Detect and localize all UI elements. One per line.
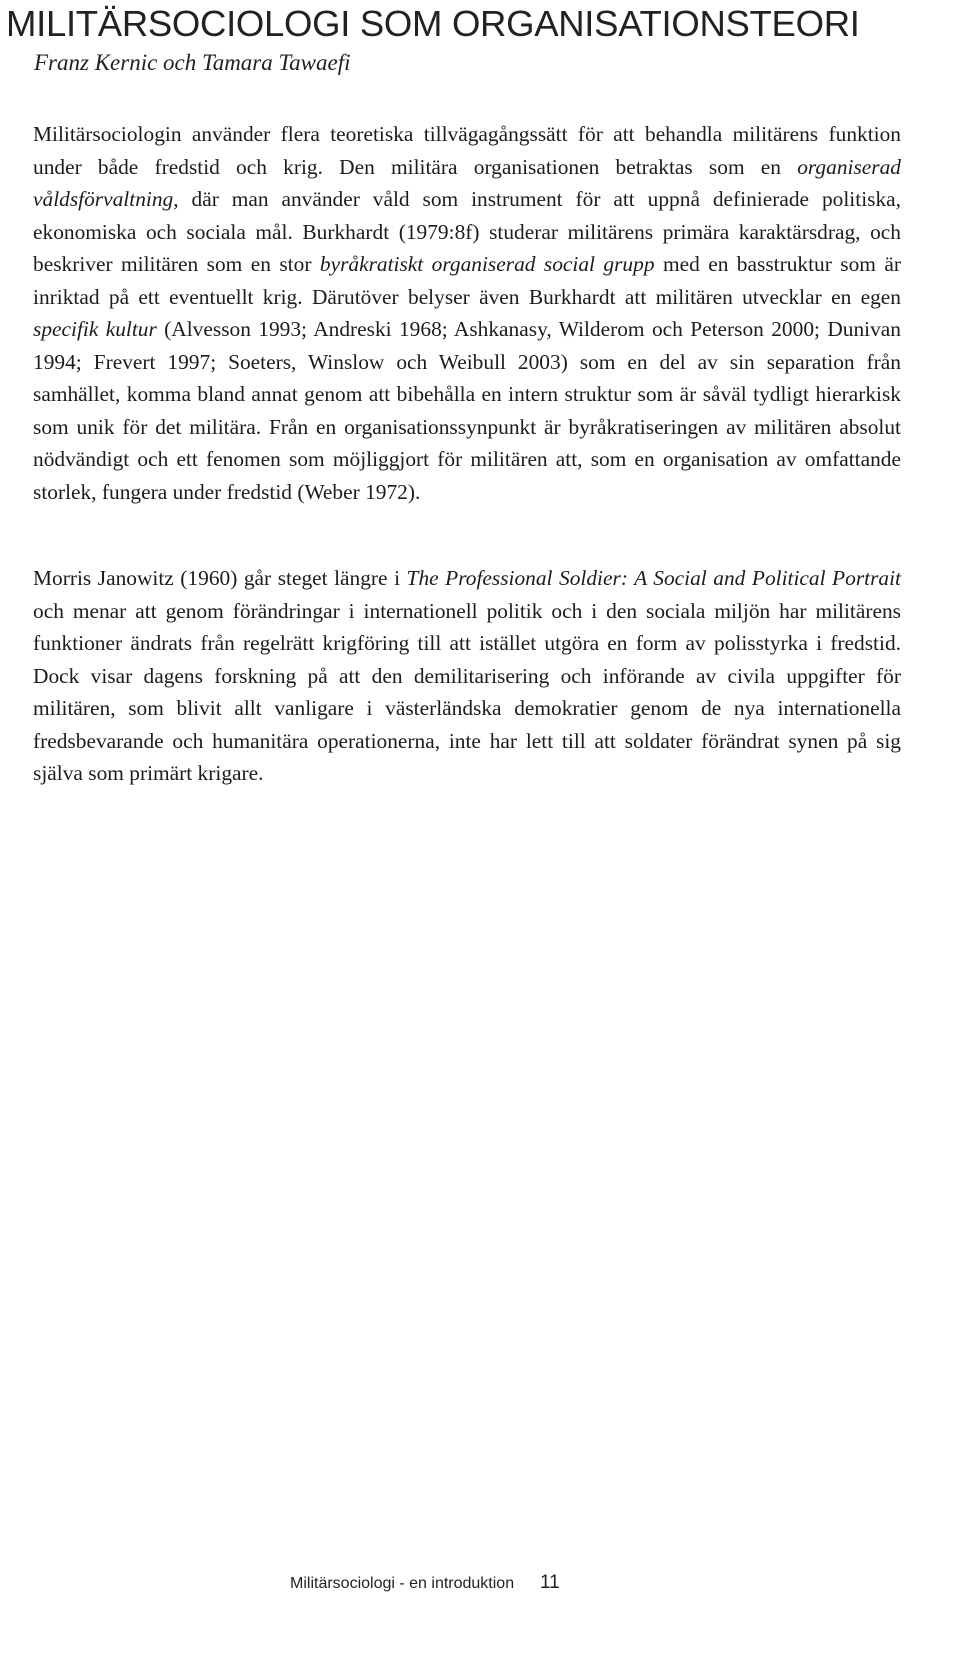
paragraph-1-text-a: Militärsociologin använder flera teoretiska tillvägagångssätt för att behandla militärens funktion under både fredstid och krig. Den militära organisationen betraktas som en [33, 122, 901, 179]
paragraph-1-emphasis-a: organiserad våldsförvaltning [33, 154, 901, 211]
paragraph-1-text-d: (Alvesson 1993; Andreski 1968; Ashkanasy, Wilderom och Peterson 2000; Dunivan 1994; Frevert 1997; Soeters, Winslow och Weibull 2003) som en del av sin separation från samhället, komma bland annat genom att bibehålla en intern struktur som är såväl tydligt hierarkisk som unik för det militära. Från en organisationssynpunkt är byråkratiseringen av militären absolut nödvändigt och ett fenomen som möjliggjort för militären att, som en organisation av omfattande storlek, fungera under fredstid (Weber 1972). [33, 317, 901, 504]
page-number: 11 [540, 1572, 560, 1593]
paragraph-1-emphasis-b: byråkratiskt organiserad social grupp [319, 252, 655, 276]
paragraph-1-text-c: med en basstruktur som är inriktad på ett eventuellt krig. Därutöver belyser även Burkhardt att militären utvecklar en egen [33, 252, 901, 309]
page-footer [290, 1571, 590, 1597]
body-paragraph-2 [33, 562, 901, 790]
paragraph-2-text-a: Morris Janowitz (1960) går steget längre i [33, 566, 407, 590]
body-paragraph-1 [33, 118, 901, 508]
footer-book-title: Militärsociologi - en introduktion [290, 1575, 515, 1592]
paragraph-2-text-b: och menar att genom förändringar i internationell politik och i den sociala miljön har militärens funktioner ändrats från regelrätt krigföring till att istället utgöra en form av polisstyrka i fredstid. Dock visar dagens forskning på att den demilitarisering och införande av civila uppgifter för militären, som blivit allt vanligare i västerländska demokratier genom de nya internationella fredsbevarande och humanitära operationerna, inte har lett till att soldater förändrat synen på sig själva som primärt krigare. [33, 598, 901, 785]
chapter-title: MILITÄRSOCIOLOGI SOM ORGANISATIONSTEORI [6, 3, 860, 44]
paragraph-1-emphasis-c: specifik kultur [33, 317, 157, 341]
paragraph-2-book-title: The Professional Soldier: A Social and Political Portrait [406, 566, 901, 590]
paragraph-1-text-b: , där man använder våld som instrument för att uppnå definierade politiska, ekonomiska och sociala mål. Burkhardt (1979:8f) studerar militärens primära karaktärsdrag, och beskriver militären som en stor [33, 187, 901, 276]
authors-line: Franz Kernic och Tamara Tawaefi [34, 50, 351, 75]
